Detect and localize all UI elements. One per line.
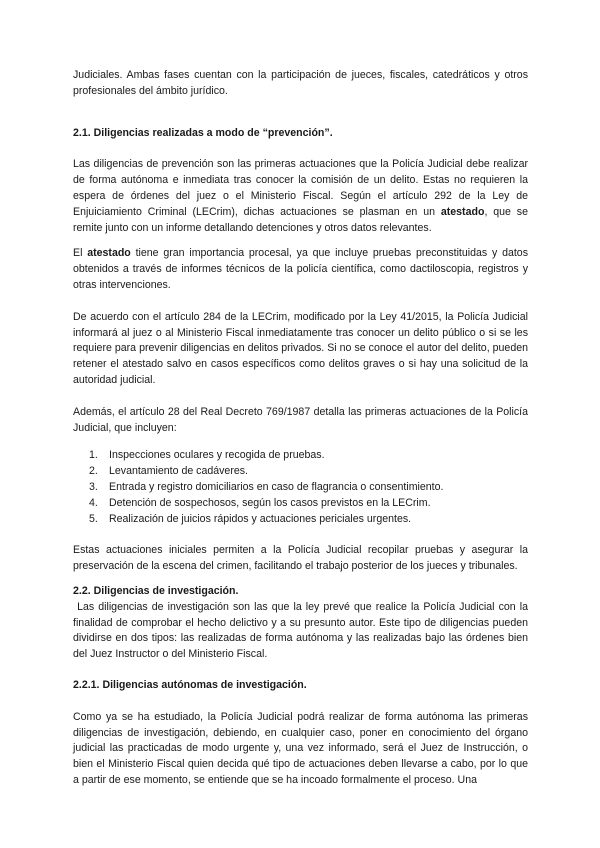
list-item: 1. Inspecciones oculares y recogida de pruebas. [89,449,325,462]
section-2-1-paragraph-3: De acuerdo con el artículo 284 de la LECrim, modificado por la Ley 41/2015, la Policía Judicial informará al juez o al Ministerio Fiscal inmediatamente tras conocer un delito público o si se les requiere para prevenir diligencias en delitos privados. Si no se conoce el autor del delito, pueden retener el atestado salvo en casos específicos como delitos graves o si hay una solicitud de la autoridad judicial. [73,310,528,386]
list-item: 4. Detención de sospechosos, según los casos previstos en la LECrim. [89,496,431,509]
section-2-1-paragraph-4: Además, el artículo 28 del Real Decreto 769/1987 detalla las primeras actuaciones de la Policía Judicial, que incluyen: [73,405,528,434]
section-2-1-paragraph-5: Estas actuaciones iniciales permiten a la Policía Judicial recopilar pruebas y asegurar la preservación de la escena del crimen, facilitando el trabajo posterior de los jueces y tribunales. [73,544,528,573]
list-item: 2. Levantamiento de cadáveres. [89,465,248,478]
section-2-2-1-paragraph-1: Como ya se ha estudiado, la Policía Judicial podrá realizar de forma autónoma las primeras diligencias de investigación, debiendo, en cualquier caso, poner en conocimiento del órgano judicial las practicadas de modo urgente y, una vez informado, será el Juez de Instrucción, o bien el Ministerio Fiscal quien decida qué tipo de actuaciones deben llevarse a cabo, por lo que a partir de ese momento, se entiende que se ha incoado formalmente el proceso. Una [73,710,528,786]
atestado-term: atestado [87,247,131,260]
section-2-2-paragraph-1: Las diligencias de investigación son las que la ley prevé que realice la Policía Judicial con la finalidad de comprobar el hecho delictivo y a su presunto autor. Este tipo de diligencias pueden dividirse en dos tipos: las realizadas de forma autónoma y las realizadas bajo las órdenes bien del Juez Instructor o del Ministerio Fiscal. [73,600,531,661]
section-2-1-heading: 2.1. Diligencias realizadas a modo de “prevención”. [73,126,333,139]
atestado-term: atestado [440,205,485,218]
list-item: 5. Realización de juicios rápidos y actuaciones periciales urgentes. [89,512,412,525]
intro-paragraph: Judiciales. Ambas fases cuentan con la participación de jueces, fiscales, catedráticos y otros profesionales del ámbito jurídico. [73,69,528,97]
section-2-2-heading: 2.2. Diligencias de investigación. [73,584,239,597]
actuaciones-list [73,448,528,527]
section-2-1-paragraph-1: Las diligencias de prevención son las primeras actuaciones que la Policía Judicial debe realizar de forma autónoma e inmediata tras conocer la comisión de un delito. Estas no requieren la espera de órdenes del juez o el Ministerio Fiscal. Según el artículo 292 de la Ley de Enjuiciamiento Criminal (LECrim), dichas actuaciones se plasman en un atestado, que se remite junto con un informe detallando detenciones y otros datos relevantes. [73,158,528,234]
list-item: 3. Entrada y registro domiciliarios en caso de flagrancia o consentimiento. [89,480,444,493]
section-2-1-paragraph-2: El atestado tiene gran importancia procesal, ya que incluye pruebas preconstituidas y datos obtenidos a través de informes técnicos de la policía científica, como dactiloscopia, registros y otras intervenciones. [73,247,528,291]
section-2-2-1-heading: 2.2.1. Diligencias autónomas de investigación. [73,678,307,691]
